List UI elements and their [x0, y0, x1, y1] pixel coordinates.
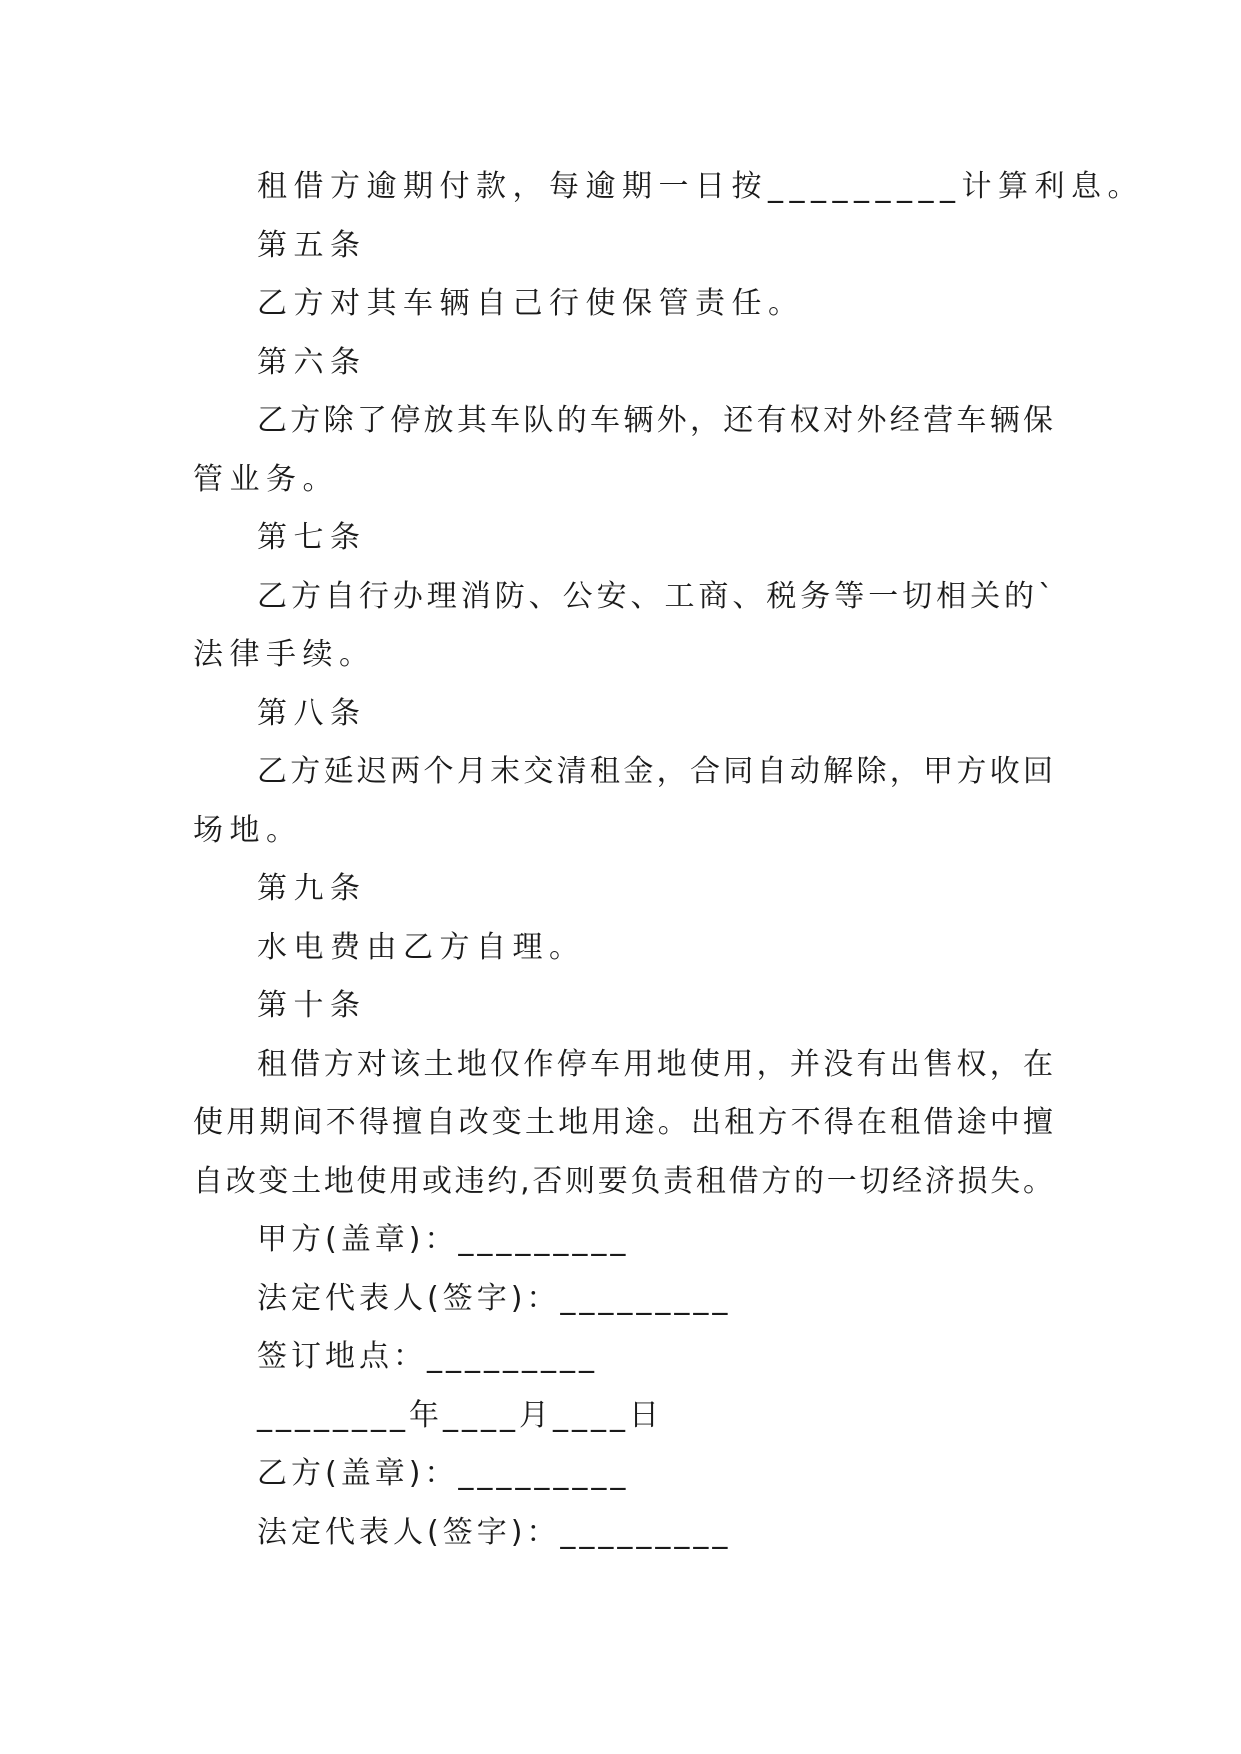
clause-5-text: 乙方对其车辆自己行使保管责任。: [257, 286, 805, 321]
clause-6-text-line-2: 管业务。: [193, 461, 339, 497]
party-b-representative-signature-field: 法定代表人(签字)：_________: [257, 1514, 732, 1550]
clause-10-text-line-1: 租借方对该土地仅作停车用地使用，并没有出售权，在: [257, 1046, 1053, 1082]
clause-9-heading: 第九条: [257, 871, 367, 906]
clause-6-text-line-1: 乙方除了停放其车队的车辆外，还有权对外经营车辆保: [257, 403, 1053, 438]
clause-8-heading: 第八条: [257, 695, 367, 731]
clause-6-heading: 第六条: [257, 344, 367, 380]
clause-7-text-line-2: 法律手续。: [193, 637, 376, 672]
clause-4-interest-text: 租借方逾期付款，每逾期一日按_________计算利息。: [257, 169, 1144, 204]
party-a-representative-signature-field: 法定代表人(签字)：_________: [257, 1280, 732, 1316]
clause-8-text-line-1: 乙方延迟两个月末交清租金，合同自动解除，甲方收回: [257, 754, 1053, 789]
clause-9-text: 水电费由乙方自理。: [257, 929, 586, 965]
clause-10-text-line-2: 使用期间不得擅自改变土地用途。出租方不得在租借途中擅: [193, 1105, 1053, 1140]
clause-7-heading: 第七条: [257, 520, 367, 555]
party-b-seal-field: 乙方(盖章)：_________: [257, 1456, 630, 1491]
contract-body: [193, 158, 1144, 1562]
signing-location-field: 签订地点：_________: [257, 1339, 598, 1374]
clause-7-text-line-1: 乙方自行办理消防、公安、工商、税务等一切相关的`: [257, 578, 1053, 614]
clause-8-text-line-2: 场地。: [193, 812, 303, 848]
clause-10-text-line-3: 自改变土地使用或违约,否则要负责租借方的一切经济损失。: [193, 1163, 1053, 1199]
party-a-seal-field: 甲方(盖章)：_________: [257, 1222, 630, 1257]
clause-10-heading: 第十条: [257, 988, 367, 1023]
signing-date-field: ________年____月____日: [257, 1397, 663, 1433]
clause-5-heading: 第五条: [257, 227, 367, 263]
